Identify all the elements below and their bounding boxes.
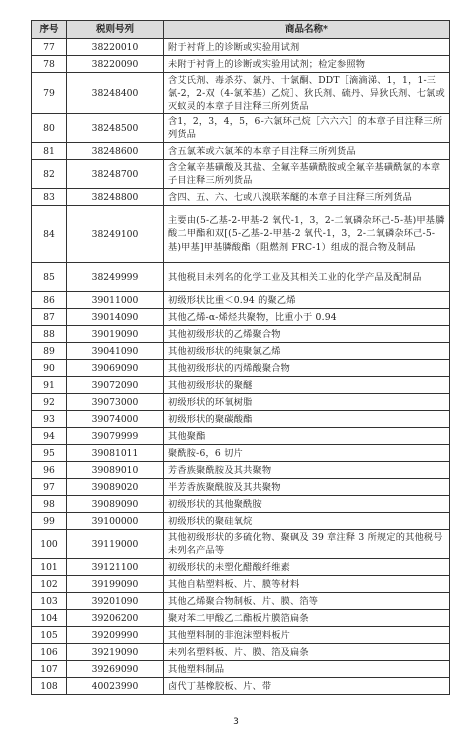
product-name-cell: 其他初级形状的聚醚 [164, 377, 450, 394]
product-name-cell: 其他初级形状的丙烯酸聚合物 [164, 360, 450, 377]
serial-number-cell: 101 [32, 559, 67, 576]
table-row [32, 206, 450, 263]
serial-number-cell: 98 [32, 496, 67, 513]
table-row [32, 114, 450, 143]
serial-number-cell: 96 [32, 462, 67, 479]
serial-number-cell: 82 [32, 160, 67, 189]
product-name-cell: 初级形状的聚碳酸酯 [164, 411, 450, 428]
product-name-cell: 半芳香族聚酰胺及其共聚物 [164, 479, 450, 496]
product-name-cell: 芳香族聚酰胺及其共聚物 [164, 462, 450, 479]
serial-number-cell: 87 [32, 309, 67, 326]
tariff-table [31, 20, 450, 695]
tariff-code-cell: 39100000 [67, 513, 164, 530]
product-name-cell: 其他初级形状的乙烯聚合物 [164, 326, 450, 343]
table-row [32, 309, 450, 326]
product-name-cell: 其他塑料制品 [164, 661, 450, 678]
serial-number-cell: 107 [32, 661, 67, 678]
table-row [32, 263, 450, 292]
serial-number-cell: 92 [32, 394, 67, 411]
table-row [32, 428, 450, 445]
table-row [32, 394, 450, 411]
product-name-cell: 其他聚酯 [164, 428, 450, 445]
table-row [32, 661, 450, 678]
product-name-cell: 初级形状的聚硅氧烷 [164, 513, 450, 530]
product-name-cell: 其他税目未列名的化学工业及其相关工业的化学产品及配制品 [164, 263, 450, 292]
header-tariff-code: 税则号列 [67, 21, 164, 39]
table-row [32, 343, 450, 360]
tariff-code-cell: 38220010 [67, 39, 164, 56]
serial-number-cell: 94 [32, 428, 67, 445]
product-name-cell: 聚酰胺-6，6 切片 [164, 445, 450, 462]
table-row [32, 627, 450, 644]
product-name-cell: 附于衬背上的诊断或实验用试剂 [164, 39, 450, 56]
product-name-cell: 其他初级形状的多硫化物、聚砜及 39 章注释 3 所规定的其他税号未列名产品等 [164, 530, 450, 559]
product-name-cell: 主要由(5-乙基-2-甲基-2 氧代-1，3，2-二氧磷杂环己-5-基)甲基膦酸二甲酯和双[(5-乙基-2-甲基-2 氧代-1，3，2-二氧磷杂环己-5-基)甲基]甲基膦酸酯（阻燃剂 FRC-1）组成的混合物及制品 [164, 206, 450, 263]
table-row [32, 411, 450, 428]
serial-number-cell: 90 [32, 360, 67, 377]
table-row [32, 445, 450, 462]
tariff-code-cell: 40023990 [67, 678, 164, 695]
serial-number-cell: 83 [32, 189, 67, 206]
tariff-code-cell: 39089010 [67, 462, 164, 479]
serial-number-cell: 104 [32, 610, 67, 627]
serial-number-cell: 85 [32, 263, 67, 292]
table-row [32, 377, 450, 394]
product-name-cell: 含艾氏剂、毒杀芬、氯丹、十氯酮、DDT［滴滴涕、1，1，1-三氯-2，2-双（4-氯苯基）乙烷］、狄氏剂、硫丹、异狄氏剂、七氯或灭蚁灵的本章子目注释三所列货品 [164, 73, 450, 114]
product-name-cell: 初级形状的未塑化醋酸纤维素 [164, 559, 450, 576]
table-row [32, 610, 450, 627]
table-row [32, 189, 450, 206]
serial-number-cell: 84 [32, 206, 67, 263]
table-header-row [32, 21, 450, 39]
serial-number-cell: 95 [32, 445, 67, 462]
tariff-code-cell: 39269090 [67, 661, 164, 678]
table-row [32, 559, 450, 576]
product-name-cell: 其他乙烯-α-烯烃共聚物，比重小于 0.94 [164, 309, 450, 326]
header-product-name: 商品名称* [164, 21, 450, 39]
table-row [32, 360, 450, 377]
table-row [32, 73, 450, 114]
serial-number-cell: 91 [32, 377, 67, 394]
tariff-code-cell: 39201090 [67, 593, 164, 610]
serial-number-cell: 103 [32, 593, 67, 610]
table-row [32, 462, 450, 479]
table-row [32, 530, 450, 559]
table-row [32, 39, 450, 56]
tariff-code-cell: 38248800 [67, 189, 164, 206]
serial-number-cell: 106 [32, 644, 67, 661]
tariff-code-cell: 39079999 [67, 428, 164, 445]
tariff-code-cell: 38248500 [67, 114, 164, 143]
tariff-code-cell: 39199090 [67, 576, 164, 593]
tariff-code-cell: 39121100 [67, 559, 164, 576]
table-row [32, 576, 450, 593]
header-serial-number: 序号 [32, 21, 67, 39]
tariff-code-cell: 39081011 [67, 445, 164, 462]
serial-number-cell: 100 [32, 530, 67, 559]
tariff-code-cell: 39089020 [67, 479, 164, 496]
product-name-cell: 含五氯苯或六氯苯的本章子目注释三所列货品 [164, 143, 450, 160]
product-name-cell: 初级形状的其他聚酰胺 [164, 496, 450, 513]
tariff-code-cell: 39041090 [67, 343, 164, 360]
product-name-cell: 其他乙烯聚合物制板、片、膜、箔等 [164, 593, 450, 610]
tariff-code-cell: 39209990 [67, 627, 164, 644]
tariff-code-cell: 39219090 [67, 644, 164, 661]
table-row [32, 56, 450, 73]
product-name-cell: 初级形状比重＜0.94 的聚乙烯 [164, 292, 450, 309]
product-name-cell: 聚对苯二甲酸乙二酯板片膜箔扁条 [164, 610, 450, 627]
serial-number-cell: 105 [32, 627, 67, 644]
table-row [32, 292, 450, 309]
product-name-cell: 含全氟辛基磺酸及其盐、全氟辛基磺酰胺或全氟辛基磺酰氯的本章子目注释三所列货品 [164, 160, 450, 189]
serial-number-cell: 93 [32, 411, 67, 428]
serial-number-cell: 102 [32, 576, 67, 593]
serial-number-cell: 88 [32, 326, 67, 343]
table-row [32, 143, 450, 160]
page-number: 3 [233, 717, 239, 727]
table-row [32, 593, 450, 610]
product-name-cell: 其他初级形状的纯聚氯乙烯 [164, 343, 450, 360]
serial-number-cell: 81 [32, 143, 67, 160]
table-row [32, 513, 450, 530]
product-name-cell: 初级形状的环氧树脂 [164, 394, 450, 411]
product-name-cell: 其他自粘塑料板、片、膜等材料 [164, 576, 450, 593]
tariff-code-cell: 38248600 [67, 143, 164, 160]
tariff-code-cell: 38220090 [67, 56, 164, 73]
serial-number-cell: 97 [32, 479, 67, 496]
tariff-code-cell: 38249999 [67, 263, 164, 292]
tariff-code-cell: 39119000 [67, 530, 164, 559]
serial-number-cell: 78 [32, 56, 67, 73]
serial-number-cell: 108 [32, 678, 67, 695]
table-row [32, 326, 450, 343]
tariff-code-cell: 39014090 [67, 309, 164, 326]
tariff-code-cell: 38249100 [67, 206, 164, 263]
tariff-code-cell: 38248700 [67, 160, 164, 189]
tariff-code-cell: 39069090 [67, 360, 164, 377]
table-body [32, 39, 450, 695]
table-row [32, 479, 450, 496]
serial-number-cell: 80 [32, 114, 67, 143]
product-name-cell: 卤代丁基橡胶板、片、带 [164, 678, 450, 695]
tariff-code-cell: 39073000 [67, 394, 164, 411]
serial-number-cell: 89 [32, 343, 67, 360]
product-name-cell: 未附于衬背上的诊断或实验用试剂；检定参照物 [164, 56, 450, 73]
table-row [32, 496, 450, 513]
tariff-code-cell: 38248400 [67, 73, 164, 114]
tariff-code-cell: 39206200 [67, 610, 164, 627]
tariff-code-cell: 39019090 [67, 326, 164, 343]
serial-number-cell: 99 [32, 513, 67, 530]
tariff-code-cell: 39072090 [67, 377, 164, 394]
product-name-cell: 含1，2，3，4，5，6-六氯环己烷［六六六］的本章子目注释三所列货品 [164, 114, 450, 143]
table-row [32, 678, 450, 695]
product-name-cell: 含四、五、六、七或八溴联苯醚的本章子目注释三所列货品 [164, 189, 450, 206]
serial-number-cell: 79 [32, 73, 67, 114]
product-name-cell: 其他塑料制的非泡沫塑料板片 [164, 627, 450, 644]
tariff-code-cell: 39089090 [67, 496, 164, 513]
product-name-cell: 未列名塑料板、片、膜、箔及扁条 [164, 644, 450, 661]
serial-number-cell: 77 [32, 39, 67, 56]
table-row [32, 644, 450, 661]
table-row [32, 160, 450, 189]
serial-number-cell: 86 [32, 292, 67, 309]
tariff-code-cell: 39011000 [67, 292, 164, 309]
tariff-code-cell: 39074000 [67, 411, 164, 428]
